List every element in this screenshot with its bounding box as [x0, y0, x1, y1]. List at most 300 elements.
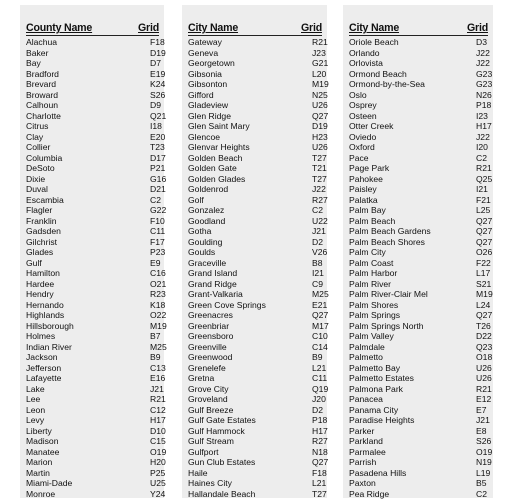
index-row	[349, 468, 488, 479]
grid-reference: O18	[476, 352, 492, 363]
place-name: Levy	[26, 415, 44, 426]
place-name: Orlando	[349, 48, 380, 59]
index-row	[188, 111, 322, 122]
place-name: Gladeview	[188, 100, 228, 111]
place-name: Marion	[26, 457, 52, 468]
place-name: Goulding	[188, 237, 222, 248]
place-name: Lake	[26, 384, 45, 395]
place-name: Alachua	[26, 37, 57, 48]
grid-reference: G23	[476, 69, 492, 80]
place-name: Brevard	[26, 79, 56, 90]
index-row	[188, 331, 322, 342]
index-row	[188, 90, 322, 101]
grid-reference: D3	[476, 37, 487, 48]
place-name: Lafayette	[26, 373, 61, 384]
index-row	[349, 195, 488, 206]
grid-reference: F17	[150, 237, 165, 248]
index-row	[26, 237, 159, 248]
index-row	[26, 300, 159, 311]
place-name: Grand Ridge	[188, 279, 237, 290]
index-row	[188, 415, 322, 426]
grid-reference: R21	[150, 394, 166, 405]
place-name: Gotha	[188, 226, 211, 237]
index-row	[26, 195, 159, 206]
index-row	[349, 111, 488, 122]
index-row	[349, 352, 488, 363]
place-name: Charlotte	[26, 111, 61, 122]
place-name: Parmalee	[349, 447, 386, 458]
place-name: Manatee	[26, 447, 59, 458]
place-name: Geneva	[188, 48, 218, 59]
place-name: Gun Club Estates	[188, 457, 255, 468]
grid-reference: L25	[476, 205, 490, 216]
grid-reference: J21	[312, 226, 326, 237]
grid-reference: G21	[312, 58, 328, 69]
place-name: Golf	[188, 195, 204, 206]
index-row	[26, 100, 159, 111]
index-row	[188, 121, 322, 132]
grid-reference: C15	[150, 436, 166, 447]
grid-reference: R21	[312, 37, 328, 48]
place-name: Grand Island	[188, 268, 237, 279]
index-row	[26, 79, 159, 90]
grid-reference: D10	[150, 426, 166, 437]
grid-reference: Q27	[312, 111, 328, 122]
place-name: Palmetto Bay	[349, 363, 400, 374]
place-name: Madison	[26, 436, 58, 447]
place-name: Palm Valley	[349, 331, 394, 342]
index-row	[349, 184, 488, 195]
grid-reference: H17	[476, 121, 492, 132]
grid-reference: G16	[150, 174, 166, 185]
grid-reference: H17	[150, 415, 166, 426]
index-row	[188, 205, 322, 216]
index-row	[349, 142, 488, 153]
grid-reference: U26	[476, 363, 492, 374]
index-row	[349, 300, 488, 311]
index-rows	[188, 36, 322, 499]
place-name: Greensboro	[188, 331, 233, 342]
index-row	[26, 37, 159, 48]
grid-reference: R21	[476, 163, 492, 174]
place-name: Hamilton	[26, 268, 60, 279]
grid-reference: U25	[150, 478, 166, 489]
index-row	[349, 331, 488, 342]
index-row	[26, 216, 159, 227]
grid-reference: Q21	[150, 111, 166, 122]
place-name: Gulf	[26, 258, 42, 269]
grid-reference: T26	[476, 321, 491, 332]
index-row	[349, 48, 488, 59]
place-name: Citrus	[26, 121, 48, 132]
grid-reference: T27	[312, 174, 327, 185]
index-row	[26, 153, 159, 164]
grid-reference: Q25	[476, 174, 492, 185]
grid-reference: L21	[312, 363, 326, 374]
place-name: Hernando	[26, 300, 64, 311]
index-row	[188, 352, 322, 363]
index-row	[188, 195, 322, 206]
name-column-title: City Name	[349, 22, 399, 34]
index-row	[26, 321, 159, 332]
place-name: Graceville	[188, 258, 226, 269]
place-name: Pasadena Hills	[349, 468, 406, 479]
grid-reference: C2	[312, 205, 323, 216]
index-row	[349, 258, 488, 269]
grid-reference: N18	[312, 447, 328, 458]
grid-reference: E8	[476, 426, 487, 437]
place-name: Broward	[26, 90, 58, 101]
place-name: Paradise Heights	[349, 415, 414, 426]
index-row	[26, 310, 159, 321]
place-name: Gulf Breeze	[188, 405, 233, 416]
city-index-column-g-h	[182, 5, 327, 498]
place-name: Pahokee	[349, 174, 383, 185]
index-row	[349, 478, 488, 489]
index-row	[26, 289, 159, 300]
grid-reference: U22	[312, 216, 328, 227]
place-name: Gadsden	[26, 226, 61, 237]
index-row	[349, 426, 488, 437]
place-name: Gibsonton	[188, 79, 227, 90]
place-name: Haines City	[188, 478, 232, 489]
grid-reference: C11	[150, 226, 165, 237]
index-row	[188, 394, 322, 405]
grid-reference: I23	[476, 111, 488, 122]
place-name: Pea Ridge	[349, 489, 389, 499]
place-name: Calhoun	[26, 100, 58, 111]
grid-reference: U26	[312, 100, 328, 111]
grid-reference: P25	[150, 468, 165, 479]
grid-reference: E12	[476, 394, 491, 405]
place-name: Golden Gate	[188, 163, 237, 174]
grid-reference: F10	[150, 216, 165, 227]
place-name: Clay	[26, 132, 43, 143]
place-name: Gibsonia	[188, 69, 222, 80]
index-row	[26, 331, 159, 342]
grid-reference: D7	[150, 58, 161, 69]
place-name: Palmona Park	[349, 384, 403, 395]
index-row	[188, 216, 322, 227]
grid-reference: D2	[312, 405, 323, 416]
grid-reference: B7	[150, 331, 161, 342]
index-row	[349, 121, 488, 132]
grid-reference: O22	[150, 310, 166, 321]
grid-reference: C14	[312, 342, 328, 353]
name-column-title: City Name	[188, 22, 238, 34]
index-row	[188, 363, 322, 374]
place-name: Oriole Beach	[349, 37, 399, 48]
index-row	[349, 489, 488, 499]
place-name: Lee	[26, 394, 40, 405]
place-name: Hendry	[26, 289, 54, 300]
index-row	[188, 310, 322, 321]
index-row	[349, 415, 488, 426]
index-row	[188, 142, 322, 153]
grid-reference: Q23	[476, 342, 492, 353]
place-name: Collier	[26, 142, 50, 153]
grid-reference: P23	[150, 247, 165, 258]
grid-reference: V26	[312, 247, 327, 258]
place-name: Otter Creek	[349, 121, 393, 132]
place-name: Green Cove Springs	[188, 300, 266, 311]
grid-reference: B8	[312, 258, 323, 269]
grid-reference: I20	[476, 142, 488, 153]
index-row	[188, 247, 322, 258]
place-name: Pace	[349, 153, 369, 164]
grid-reference: C9	[312, 279, 323, 290]
index-row	[349, 279, 488, 290]
index-row	[26, 478, 159, 489]
index-row	[349, 289, 488, 300]
index-row	[26, 142, 159, 153]
place-name: Palatka	[349, 195, 378, 206]
place-name: Palm Beach Gardens	[349, 226, 431, 237]
grid-reference: J23	[312, 48, 326, 59]
grid-reference: L17	[476, 268, 490, 279]
place-name: Palm Beach Shores	[349, 237, 425, 248]
grid-reference: K24	[150, 79, 165, 90]
index-row	[26, 394, 159, 405]
grid-reference: G23	[476, 79, 492, 90]
grid-reference: Q27	[476, 237, 492, 248]
grid-reference: J22	[312, 184, 326, 195]
index-row	[349, 216, 488, 227]
grid-reference: D2	[312, 237, 323, 248]
index-row	[188, 436, 322, 447]
place-name: Palm Springs	[349, 310, 400, 321]
grid-reference: C2	[476, 489, 487, 499]
place-name: Palmetto	[349, 352, 383, 363]
place-name: Glen Saint Mary	[188, 121, 250, 132]
index-row	[188, 184, 322, 195]
index-row	[349, 247, 488, 258]
grid-reference: I21	[476, 184, 488, 195]
index-row	[349, 79, 488, 90]
place-name: Greenacres	[188, 310, 233, 321]
grid-column-title: Grid	[301, 22, 322, 34]
index-rows	[26, 36, 159, 499]
column-header	[188, 15, 322, 36]
grid-reference: J22	[476, 58, 490, 69]
grid-reference: J22	[476, 48, 490, 59]
place-name: Ormond Beach	[349, 69, 407, 80]
grid-reference: C16	[150, 268, 166, 279]
grid-reference: O21	[150, 279, 166, 290]
index-row	[188, 100, 322, 111]
place-name: Oviedo	[349, 132, 376, 143]
place-name: Hardee	[26, 279, 54, 290]
index-row	[188, 268, 322, 279]
index-row	[188, 457, 322, 468]
grid-reference: T27	[312, 153, 327, 164]
place-name: Panacea	[349, 394, 383, 405]
place-name: Indian River	[26, 342, 72, 353]
grid-reference: T23	[150, 142, 165, 153]
index-row	[26, 363, 159, 374]
place-name: Glades	[26, 247, 53, 258]
index-row	[26, 373, 159, 384]
grid-reference: Q27	[312, 457, 328, 468]
place-name: Miami-Dade	[26, 478, 72, 489]
index-row	[26, 58, 159, 69]
grid-reference: Q27	[476, 226, 492, 237]
place-name: Monroe	[26, 489, 55, 499]
index-row	[349, 153, 488, 164]
index-row	[26, 48, 159, 59]
place-name: Glenvar Heights	[188, 142, 250, 153]
grid-reference: L20	[312, 69, 326, 80]
place-name: Osteen	[349, 111, 377, 122]
place-name: Parker	[349, 426, 374, 437]
place-name: Goulds	[188, 247, 215, 258]
index-row	[188, 237, 322, 248]
place-name: Palm River-Clair Mel	[349, 289, 428, 300]
index-row	[188, 478, 322, 489]
grid-reference: P18	[312, 415, 327, 426]
grid-reference: I18	[150, 121, 162, 132]
place-name: Hillsborough	[26, 321, 74, 332]
index-row	[26, 426, 159, 437]
place-name: Palm River	[349, 279, 391, 290]
grid-reference: L19	[476, 468, 490, 479]
grid-reference: R23	[150, 289, 166, 300]
grid-reference: C13	[150, 363, 166, 374]
index-row	[188, 321, 322, 332]
grid-reference: D19	[150, 48, 166, 59]
grid-reference: F18	[312, 468, 327, 479]
grid-reference: H20	[150, 457, 166, 468]
place-name: Bay	[26, 58, 41, 69]
index-row	[349, 342, 488, 353]
index-row	[26, 415, 159, 426]
place-name: Palmetto Estates	[349, 373, 414, 384]
place-name: Palm City	[349, 247, 386, 258]
index-row	[349, 90, 488, 101]
grid-reference: Q27	[476, 216, 492, 227]
grid-reference: R27	[312, 436, 328, 447]
index-row	[26, 90, 159, 101]
index-row	[188, 384, 322, 395]
index-row	[26, 489, 159, 499]
place-name: Ormond-by-the-Sea	[349, 79, 425, 90]
index-row	[349, 58, 488, 69]
name-column-title: County Name	[26, 22, 92, 34]
place-name: Goldenrod	[188, 184, 228, 195]
grid-reference: Q27	[312, 310, 328, 321]
index-row	[349, 373, 488, 384]
place-name: Goodland	[188, 216, 225, 227]
place-name: Palm Beach	[349, 216, 395, 227]
place-name: Grenelefe	[188, 363, 226, 374]
grid-reference: C2	[150, 195, 161, 206]
grid-reference: D17	[150, 153, 166, 164]
index-row	[26, 69, 159, 80]
index-row	[26, 184, 159, 195]
index-row	[349, 310, 488, 321]
grid-reference: U26	[312, 142, 328, 153]
index-row	[26, 205, 159, 216]
county-index-column	[20, 5, 164, 498]
place-name: Franklin	[26, 216, 57, 227]
place-name: Oslo	[349, 90, 367, 101]
index-row	[26, 258, 159, 269]
index-row	[188, 300, 322, 311]
place-name: Escambia	[26, 195, 64, 206]
grid-reference: C11	[312, 373, 327, 384]
place-name: Groveland	[188, 394, 228, 405]
index-row	[26, 174, 159, 185]
grid-reference: N19	[476, 457, 492, 468]
grid-reference: E19	[150, 69, 165, 80]
place-name: Dixie	[26, 174, 45, 185]
grid-reference: M25	[150, 342, 167, 353]
grid-reference: E16	[150, 373, 165, 384]
grid-reference: Q27	[476, 310, 492, 321]
index-row	[349, 100, 488, 111]
index-row	[26, 405, 159, 416]
grid-reference: F21	[476, 195, 491, 206]
grid-reference: E20	[150, 132, 165, 143]
index-row	[188, 69, 322, 80]
place-name: Grove City	[188, 384, 229, 395]
index-row	[26, 342, 159, 353]
grid-reference: C10	[312, 331, 328, 342]
grid-reference: M19	[476, 289, 493, 300]
grid-reference: C12	[150, 405, 166, 416]
grid-reference: K18	[150, 300, 165, 311]
index-row	[26, 447, 159, 458]
index-row	[26, 163, 159, 174]
index-row	[349, 384, 488, 395]
grid-reference: L21	[312, 478, 326, 489]
grid-reference: P18	[476, 100, 491, 111]
index-row	[188, 132, 322, 143]
index-row	[349, 69, 488, 80]
place-name: Gateway	[188, 37, 222, 48]
city-index-column-o-p	[343, 5, 493, 498]
grid-reference: S26	[150, 90, 165, 101]
index-row	[26, 457, 159, 468]
index-row	[349, 457, 488, 468]
grid-reference: F22	[476, 258, 491, 269]
place-name: Paxton	[349, 478, 376, 489]
grid-reference: F18	[150, 37, 165, 48]
place-name: Oxford	[349, 142, 375, 153]
place-name: Glencoe	[188, 132, 220, 143]
grid-reference: J21	[476, 415, 490, 426]
grid-reference: O19	[476, 447, 492, 458]
index-row	[188, 373, 322, 384]
index-row	[349, 321, 488, 332]
place-name: Grant-Valkaria	[188, 289, 243, 300]
place-name: Palm Bay	[349, 205, 386, 216]
place-name: Jackson	[26, 352, 58, 363]
index-row	[188, 153, 322, 164]
grid-reference: O19	[150, 447, 166, 458]
place-name: Gilchrist	[26, 237, 57, 248]
index-row	[188, 79, 322, 90]
index-row	[349, 363, 488, 374]
grid-reference: O26	[476, 247, 492, 258]
grid-reference: U26	[476, 373, 492, 384]
index-row	[349, 268, 488, 279]
grid-reference: S26	[476, 436, 491, 447]
index-row	[188, 58, 322, 69]
column-header	[349, 15, 488, 36]
index-row	[26, 384, 159, 395]
place-name: Highlands	[26, 310, 64, 321]
